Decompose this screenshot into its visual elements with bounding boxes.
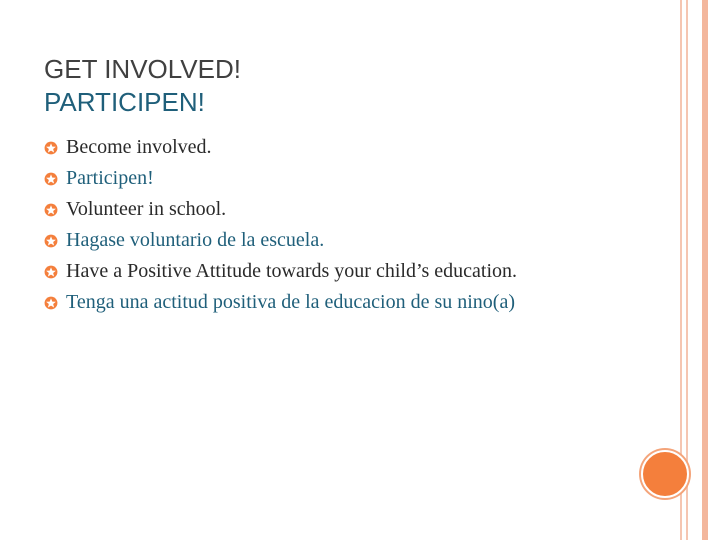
title-english: GET INVOLVED! [44,54,241,85]
bullet-text: Tenga una actitud positiva de la educacion de su nino(a) [66,291,515,313]
star-icon [44,296,66,310]
bullet-text: Participen! [66,167,154,189]
star-icon [44,265,66,279]
star-icon [44,172,66,186]
bullet-list [44,132,517,318]
border-line [702,0,708,540]
bullet-text: Have a Positive Attitude towards your child’s education. [66,260,518,282]
decorative-border [680,0,720,540]
title-spanish: PARTICIPEN! [44,87,205,118]
bullet-item [44,225,517,256]
star-icon [44,234,66,248]
bullet-item [44,287,517,318]
star-icon [44,141,66,155]
slide-title [44,53,241,119]
decorative-circle [641,450,689,498]
border-line [686,0,688,540]
bullet-text: Become involved. [66,136,212,158]
bullet-item [44,163,517,194]
bullet-text: Hagase voluntario de la escuela. [66,229,325,251]
star-icon [44,203,66,217]
bullet-item [44,256,517,287]
bullet-item [44,194,517,225]
bullet-item [44,132,517,163]
bullet-text: Volunteer in school. [66,198,227,220]
